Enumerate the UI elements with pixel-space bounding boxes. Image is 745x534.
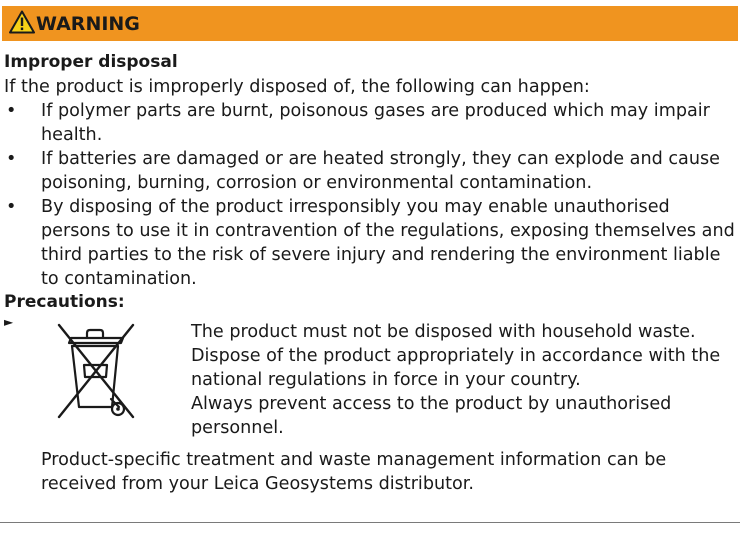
warning-triangle-icon — [9, 10, 35, 34]
warning-banner — [2, 6, 738, 41]
treatment-info: Product-specific treatment and waste management information can be received from your Leica Geosystems distributor. — [41, 450, 667, 494]
triangle-right-icon: ► — [4, 315, 14, 329]
precaution-dispose-appropriately: Dispose of the product appropriately in accordance with the national regulations in force in your country. — [191, 346, 721, 390]
precaution-household-waste: The product must not be disposed with household waste. — [191, 322, 696, 342]
warning-content — [4, 51, 740, 496]
bullet-icon: • — [6, 197, 17, 217]
crossed-out-wheelie-bin-icon — [51, 319, 141, 427]
list-item-text: If polymer parts are burnt, poisonous gases are produced which may impair health. — [41, 101, 710, 145]
improper-disposal-heading: Improper disposal — [4, 52, 178, 72]
precaution-text — [191, 320, 741, 440]
precaution-prevent-access: Always prevent access to the product by unauthorised personnel. — [191, 394, 672, 438]
list-item-text: By disposing of the product irresponsibly you may enable unauthorised persons to use it in contravention of the regulations, exposing themselves and third parties to the risk of severe injury and rendering the environment liable to contamination. — [41, 197, 735, 289]
bullet-icon: • — [6, 149, 17, 169]
consequence-list — [4, 99, 740, 291]
precautions-heading: Precautions: — [4, 292, 125, 312]
list-item-text: If batteries are damaged or are heated strongly, they can explode and cause poisoning, burning, corrosion or environmental contamination. — [41, 149, 720, 193]
list-item — [4, 147, 740, 195]
warning-title: WARNING — [36, 13, 140, 35]
bottom-divider — [0, 522, 740, 523]
bullet-icon: • — [6, 101, 17, 121]
precaution-block — [4, 313, 740, 448]
improper-disposal-intro: If the product is improperly disposed of, the following can happen: — [4, 77, 590, 97]
list-item — [4, 195, 740, 291]
list-item — [4, 99, 740, 147]
